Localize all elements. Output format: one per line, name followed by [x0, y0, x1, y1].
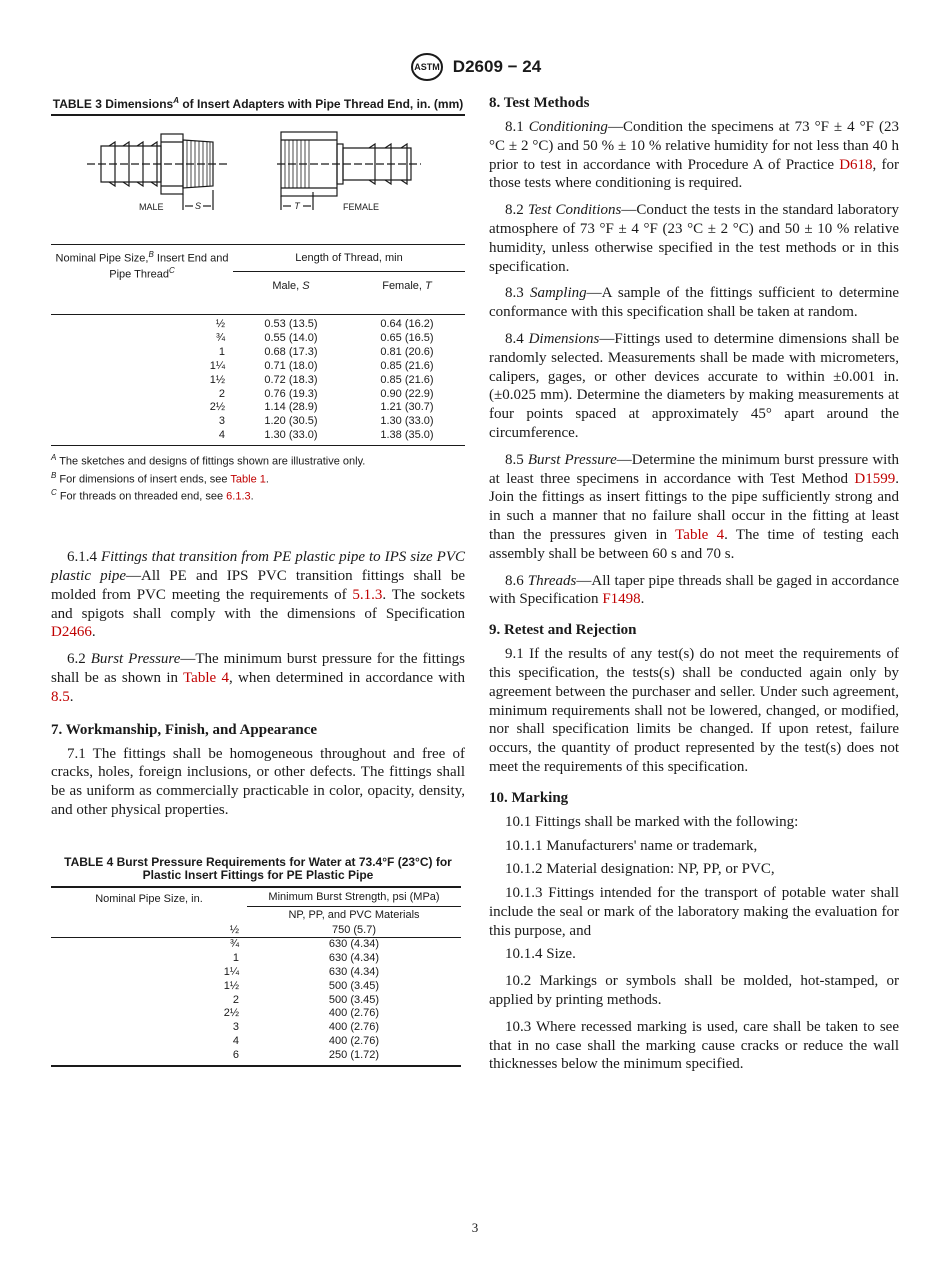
table4-cell-value: 500 (3.45) [328, 993, 380, 1006]
right-column [489, 92, 899, 1082]
table3-row [51, 429, 465, 443]
section-9-heading: 9. Retest and Rejection [489, 622, 637, 639]
table4-cell-size: ¾ [229, 938, 239, 951]
table3-cell-size: ½ [215, 318, 225, 330]
table4-cell-size: 3 [232, 1021, 239, 1034]
footnote-b: $^B$ For dimensions of insert ends, see Table 1. [51, 470, 269, 486]
footnote-a: $^A$ The sketches and designs of fittings shown are illustrative only. [51, 453, 366, 468]
table3-cell-male: 0.71 (18.0) [264, 359, 318, 372]
table4-row [51, 966, 461, 980]
link-d618[interactable]: D618 [839, 156, 873, 173]
table3-cell-female: 0.64 (16.2) [380, 318, 434, 330]
table3-cell-male: 1.20 (30.5) [264, 415, 318, 428]
table4-row [51, 924, 461, 938]
table4-col-size-header: Nominal Pipe Size, in. [95, 892, 203, 905]
table4-cell-value: 250 (1.72) [328, 1048, 380, 1061]
table3-cell-male: 1.30 (33.0) [264, 429, 318, 442]
link-d1599[interactable]: D1599 [854, 470, 896, 487]
table3-cell-female: 1.21 (30.7) [380, 401, 434, 414]
table3-cell-size: 2½ [209, 401, 225, 414]
table3-group-header: Length of Thread, min [233, 245, 465, 272]
table3-cell-size: 1 [218, 345, 225, 358]
table4-row [51, 938, 461, 952]
table3-cell-male: 0.72 (18.3) [264, 373, 318, 386]
table3-cell-male: 0.68 (17.3) [264, 345, 318, 358]
paragraph-8-5: 8.5 Burst Pressure—Determine the minimum burst pressure with at least three specimens in accordance with Test Method D1599. Join the fittings as insert fittings to the pipe sufficiently strong and in such a manner that no failure shall occur in the fitting at least than the pressures given in Table 4. The time of testing each assembly shall be between 60 s and 70 s. [489, 451, 899, 562]
table4-cell-value: 630 (4.34) [328, 938, 380, 951]
table3-row [51, 374, 465, 388]
table3-cell-female: 0.90 (22.9) [380, 387, 434, 400]
svg-text:ASTM: ASTM [414, 62, 440, 72]
table3-cell-female: 0.85 (21.6) [380, 373, 434, 386]
table4-row [51, 1007, 461, 1021]
table4-group-header: Minimum Burst Strength, psi (MPa) [247, 888, 461, 907]
table3-cell-size: 3 [218, 415, 225, 428]
table4-cell-size: 1¼ [223, 966, 239, 979]
table3-row [51, 401, 465, 415]
table3-row [51, 360, 465, 374]
table3-body [51, 318, 465, 443]
table4-row [51, 1049, 461, 1063]
table3-cell-male: 0.53 (13.5) [264, 318, 318, 330]
female-label: FEMALE [343, 202, 380, 212]
table4-row [51, 994, 461, 1008]
table3-cell-size: ¾ [215, 331, 225, 344]
table3-row [51, 318, 465, 332]
footnote-c: $^C$ For threads on threaded end, see 6.1.3. [51, 488, 254, 504]
table4-cell-size: 2 [232, 993, 239, 1006]
section-10-heading: 10. Marking [489, 789, 569, 806]
paragraph-10-1-1: 10.1.1 Manufacturers' name or trademark, [505, 837, 758, 854]
footnote-c-link[interactable]: 6.1.3 [226, 491, 251, 504]
table4-cell-size: 1 [232, 952, 239, 965]
male-label: MALE [139, 202, 164, 212]
male-adapter-drawing [87, 134, 227, 210]
table3-cell-female: 1.38 (35.0) [380, 429, 434, 442]
table3-cell-size: 1½ [209, 373, 225, 386]
table4 [51, 888, 461, 1063]
table4-cell-size: 4 [232, 1035, 239, 1048]
paragraph-10-1-2: 10.1.2 Material designation: NP, PP, or PVC, [505, 861, 775, 878]
link-f1498[interactable]: F1498 [602, 591, 641, 608]
table3-cell-size: 1¼ [209, 359, 225, 372]
table4-cell-value: 750 (5.7) [247, 924, 461, 938]
table3-row [51, 346, 465, 360]
page-number: 3 [471, 1220, 479, 1235]
astm-logo-icon [409, 52, 445, 82]
paragraph-6-1-4: 6.1.4 Fittings that transition from PE plastic pipe to IPS size PVC plastic pipe—All PE and IPS PVC transition fittings shall be molded from PVC meeting the requirements of 5.1.3. The sockets and spigots shall comply with the dimensions of Specification D2466. [51, 549, 466, 641]
link-5-1-3[interactable]: 5.1.3 [352, 586, 383, 603]
insert-adapter-diagram [51, 116, 465, 228]
section-7-heading: 7. Workmanship, Finish, and Appearance [51, 721, 318, 738]
table4-body [51, 924, 461, 1063]
paragraph-8-4: 8.4 Dimensions—Fittings used to determine dimensions shall be randomly selected. Measurements shall be made with micrometers, calipers, gages, or other devices accurate to within ±0.001 in. (±0.025 mm). Determine the diameters by making measurements at four points spaced at approximately 45° apart around the circumference. [489, 330, 900, 441]
section-8-heading: 8. Test Methods [489, 95, 590, 111]
paragraph-10-1-4: 10.1.4 Size. [505, 946, 576, 963]
table3-cell-female: 0.65 (16.5) [380, 331, 434, 344]
female-adapter-drawing [277, 132, 421, 210]
table4-cell-size: 6 [232, 1048, 239, 1061]
paragraph-10-2: 10.2 Markings or symbols shall be molded, hot-stamped, or applied by printing methods. [489, 973, 899, 1009]
table3-row [51, 332, 465, 346]
table3-cell-size: 4 [218, 429, 225, 442]
paragraph-8-6: 8.6 Threads—All taper pipe threads shall be gaged in accordance with Specification F1498. [489, 572, 900, 608]
paragraph-8-2: 8.2 Test Conditions—Conduct the tests in the standard laboratory atmosphere of 73 °F ± 4 °F (23 °C ± 2 °C) and 50 ± 10 % relative humidity, unless otherwise specified in the test methods or in this specification. [489, 202, 899, 275]
paragraph-7-1: 7.1 The fittings shall be homogeneous throughout and free of cracks, holes, foreign inclusions, or other defects. The fittings shall be as uniform as commercially practicable in color, opacity, density, and other physical properties. [51, 745, 465, 818]
table3-cell-male: 0.76 (19.3) [264, 387, 318, 400]
table3-cell-size: 2 [218, 387, 225, 400]
table3 [51, 245, 465, 443]
table3-col-male-header: Male, S [272, 280, 310, 292]
left-column [51, 92, 465, 1067]
dimension-s-label: S [194, 201, 202, 211]
table4-cell-size: ½ [51, 924, 247, 938]
link-8-5[interactable]: 8.5 [51, 688, 70, 705]
paragraph-10-1: 10.1 Fittings shall be marked with the following: [505, 813, 799, 830]
link-d2466[interactable]: D2466 [51, 624, 92, 641]
table4-row [51, 1021, 461, 1035]
table4-sub-header: NP, PP, and PVC Materials [288, 909, 420, 922]
table4-cell-size: 2½ [223, 1007, 239, 1020]
table3-col-female-header: Female, T [382, 280, 432, 292]
table4-cell-size: 1½ [223, 979, 239, 992]
table3-cell-male: 1.14 (28.9) [264, 401, 318, 414]
table3-cell-female: 0.81 (20.6) [380, 345, 434, 358]
table3-cell-female: 1.30 (33.0) [380, 415, 434, 428]
paragraph-10-1-3: 10.1.3 Fittings intended for the transport of potable water shall include the seal or mark of the laboratory making the evaluation for this purpose, and [489, 885, 899, 939]
table3-row [51, 388, 465, 402]
table4-cell-value: 400 (2.76) [328, 1035, 380, 1048]
paragraph-6-2: 6.2 Burst Pressure—The minimum burst pressure for the fittings shall be as shown in Table 4, when determined in accordance with 8.5. [51, 651, 465, 705]
table4-row [51, 1035, 461, 1049]
table3-col-size-header: Nominal Pipe Size,$^B$ Insert End and Pipe Thread$^C$ [55, 250, 229, 281]
table3-cell-male: 0.55 (14.0) [264, 331, 318, 344]
paragraph-10-3: 10.3 Where recessed marking is used, care shall be taken to see that in no case shall the marking cause cracks or reduce the wall thicknesses below the minimum specified. [489, 1018, 899, 1073]
paragraph-8-1: 8.1 Conditioning—Condition the specimens at 73 °F ± 4 °F (23 °C ± 2 °C) and 50 % ± 10 % relative humidity for not less than 40 h prior to test in accordance with Procedure A of Practice D618, for those tests where conditioning is required. [489, 119, 899, 192]
table3-row [51, 415, 465, 429]
link-table-4[interactable]: Table 4 [183, 669, 229, 686]
table3-caption: TABLE 3 Dimensions$^A$ of Insert Adapters with Pipe Thread End, in. (mm) [52, 96, 464, 111]
footnote-b-link[interactable]: Table 1 [230, 473, 266, 486]
paragraph-8-3: 8.3 Sampling—A sample of the fittings sufficient to determine conformance with this specification shall be taken at random. [489, 285, 899, 321]
table3-cell-female: 0.85 (21.6) [380, 359, 434, 372]
document-designation: D2609 − 24 [452, 57, 542, 76]
paragraph-9-1: 9.1 If the results of any test(s) do not meet the requirements of this specification, the tests(s) shall be conducted again only by agreement between the purchaser and seller. Under such agreement, minimum requirements shall not be lowered, changed, or modified, nor shall specification limits be changed. If upon retest, failure occurs, the quantity of product represented by the test(s) does not meet the requirements of this specification. [489, 646, 899, 775]
table4-row [51, 952, 461, 966]
table4-cell-value: 400 (2.76) [328, 1007, 380, 1020]
table4-row [51, 980, 461, 994]
dimension-t-label: T [294, 201, 300, 211]
table4-cell-value: 630 (4.34) [328, 966, 380, 979]
page-header [0, 52, 950, 82]
link-table-4-right[interactable]: Table 4 [675, 526, 725, 543]
table3-footnotes [51, 451, 465, 504]
table4-cell-value: 630 (4.34) [328, 952, 380, 965]
table4-cell-value: 500 (3.45) [328, 979, 380, 992]
table4-cell-value: 400 (2.76) [328, 1021, 380, 1034]
table4-caption: TABLE 4 Burst Pressure Requirements for Water at 73.4°F (23°C) for Plastic Insert Fittings for PE Plastic Pipe [64, 854, 452, 882]
